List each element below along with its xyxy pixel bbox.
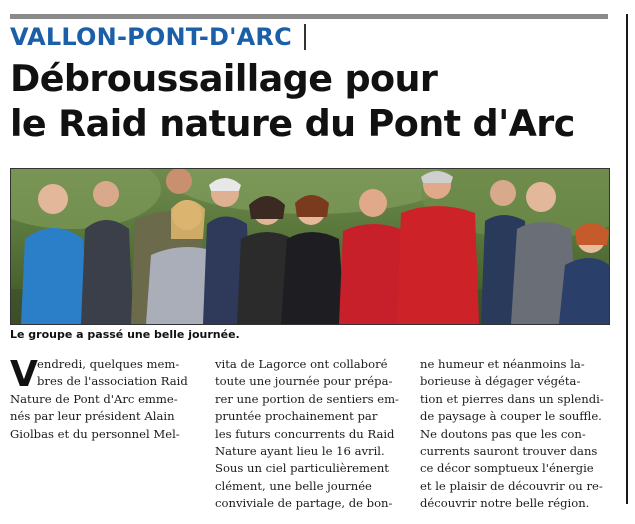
- body-line: pruntée prochainement par: [215, 409, 378, 424]
- body-line: les futurs concurrents du Raid: [215, 426, 395, 441]
- kicker-block: [10, 21, 306, 53]
- body-line: et le plaisir de découvrir ou re-: [420, 478, 603, 493]
- body-line: Ne doutons pas que les con-: [420, 426, 586, 441]
- body-line: rer une portion de sentiers em-: [215, 391, 399, 406]
- body-line: bres de l'association Raid: [37, 374, 188, 389]
- body-line: Giolbas et du personnel Mel-: [10, 426, 180, 441]
- kicker-separator: [304, 24, 306, 50]
- body-line: endredi, quelques mem-: [37, 357, 180, 371]
- body-line: Nature ayant lieu le 16 avril.: [215, 444, 385, 459]
- text-column-2: [215, 356, 403, 513]
- group-photo-illustration: [11, 169, 609, 324]
- body-line: conviviale de partage, de bon-: [215, 496, 393, 511]
- body-line: vita de Lagorce ont collaboré: [215, 357, 388, 371]
- group-photo: [10, 168, 610, 325]
- body-line: Sous un ciel particulièrement: [215, 461, 389, 476]
- text-column-1: [10, 356, 198, 443]
- body-line: ce décor somptueux l'énergie: [420, 461, 594, 476]
- body-line: de paysage à couper le souffle.: [420, 409, 602, 424]
- body-line: toute une journée pour prépa-: [215, 374, 393, 389]
- body-line: découvrir notre belle région.: [420, 496, 590, 511]
- body-line: borieuse à dégager végéta-: [420, 374, 581, 389]
- headline-line-2: le Raid nature du Pont d'Arc: [10, 102, 575, 145]
- headline: [10, 56, 610, 146]
- body-line: ne humeur et néanmoins la-: [420, 357, 585, 371]
- headline-line-1: Débroussaillage pour: [10, 57, 438, 100]
- body-line: currents sauront trouver dans: [420, 444, 598, 459]
- drop-cap: V: [10, 354, 38, 395]
- article-body: [10, 354, 608, 511]
- text-column-3: [420, 356, 608, 513]
- body-line: tion et pierres dans un splendi-: [420, 391, 604, 406]
- photo-caption: Le groupe a passé une belle journée.: [10, 328, 240, 341]
- kicker-location: VALLON-PONT-D'ARC: [10, 23, 292, 51]
- top-rule: [10, 14, 608, 19]
- column-rule: [626, 14, 628, 504]
- body-line: Nature de Pont d'Arc emme-: [10, 391, 178, 406]
- body-line: nés par leur président Alain: [10, 409, 175, 424]
- body-line: clément, une belle journée: [215, 478, 372, 493]
